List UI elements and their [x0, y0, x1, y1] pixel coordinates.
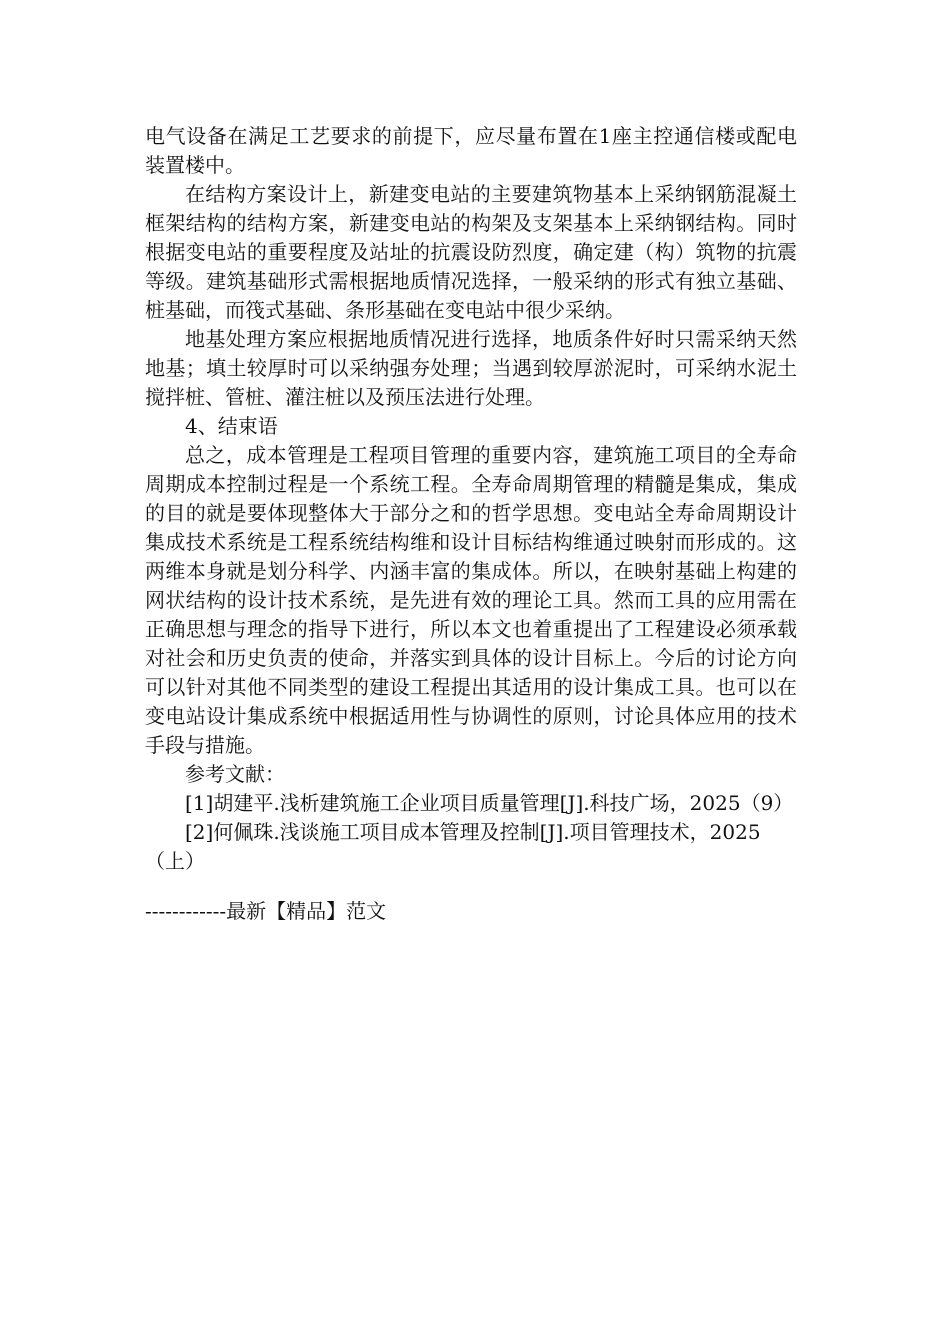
- paragraph-foundation-treatment: 地基处理方案应根据地质情况进行选择，地质条件好时只需采纳天然地基；填土较厚时可以采纳强夯处理；当遇到较厚淤泥时，可采纳水泥土搅拌桩、管桩、灌注桩以及预压法进行处理。: [145, 327, 797, 409]
- paragraph-conclusion: 总之，成本管理是工程项目管理的重要内容，建筑施工项目的全寿命周期成本控制过程是一个系统工程。全寿命周期管理的精髓是集成，集成的目的就是要体现整体大于部分之和的哲学思想。变电站全寿命周期设计集成技术系统是工程系统结构维和设计目标结构维通过映射而形成的。这两维本身就是划分科学、内涵丰富的集成体。所以，在映射基础上构建的网状结构的设计技术系统，是先进有效的理论工具。然而工具的应用需在正确思想与理念的指导下进行，所以本文也着重提出了工程建设必须承载对社会和历史负责的使命，并落实到具体的设计目标上。今后的讨论方向可以针对其他不同类型的建设工程提出其适用的设计集成工具。也可以在变电站设计集成系统中根据适用性与协调性的原则，讨论具体应用的技术手段与措施。: [145, 443, 797, 757]
- references-heading: 参考文献：: [185, 762, 285, 786]
- paragraph-electrical-layout: 电气设备在满足工艺要求的前提下，应尽量布置在1座主控通信楼或配电装置楼中。: [145, 124, 797, 177]
- document-body: [145, 122, 797, 876]
- section-heading-conclusion: 4、结束语: [185, 414, 278, 438]
- paragraph-structural-scheme: 在结构方案设计上，新建变电站的主要建筑物基本上采纳钢筋混凝土框架结构的结构方案，新建变电站的构架及支架基本上采纳钢结构。同时根据变电站的重要程度及站址的抗震设防烈度，确定建（构）筑物的抗震等级。建筑基础形式需根据地质情况选择，一般采纳的形式有独立基础、桩基础，而筏式基础、条形基础在变电站中很少采纳。: [145, 182, 797, 322]
- page-footer: ------------最新【精品】范文: [145, 899, 387, 923]
- reference-item-2: [2]何佩珠.浅谈施工项目成本管理及控制[J].项目管理技术，2025（上）: [145, 820, 761, 873]
- reference-item-1: [1]胡建平.浅析建筑施工企业项目质量管理[J].科技广场，2025（9）: [185, 791, 794, 815]
